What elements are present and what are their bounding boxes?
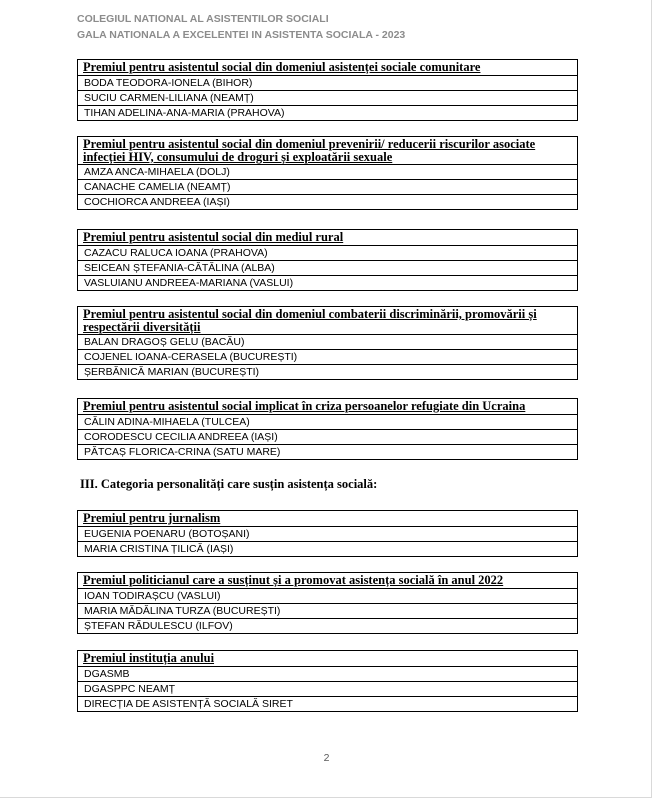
nominee-row: VASLUIANU ANDREEA-MARIANA (VASLUI) bbox=[84, 276, 294, 289]
award-title: Premiul pentru jurnalism bbox=[78, 511, 577, 527]
award-table-community bbox=[77, 59, 578, 121]
nominee-row: DGASMB bbox=[78, 667, 577, 682]
nominee-row: COCHIORCA ANDREEA (IAȘI) bbox=[84, 196, 230, 208]
award-table-politician bbox=[77, 572, 578, 634]
nominee-row: DGASPPC NEAMȚ bbox=[78, 682, 577, 697]
nominee-row: ȘTEFAN RĂDULESCU (ILFOV) bbox=[84, 619, 233, 632]
nominee-row: IOAN TODIRAȘCU (VASLUI) bbox=[78, 589, 577, 604]
nominee-row: TIHAN ADELINA-ANA-MARIA (PRAHOVA) bbox=[84, 106, 285, 119]
award-title: Premiul pentru asistentul social din domeniul asistenței sociale comunitare bbox=[78, 60, 577, 76]
nominee-row: BODA TEODORA-IONELA (BIHOR) bbox=[78, 76, 577, 91]
category-heading: III. Categoria personalități care susțin asistența socială: bbox=[80, 477, 378, 491]
page-number: 2 bbox=[323, 752, 330, 764]
award-table-journalism bbox=[77, 510, 578, 557]
header-event: GALA NATIONALA A EXCELENTEI IN ASISTENTA SOCIALA - 2023 bbox=[77, 29, 406, 41]
nominee-row: CĂLIN ADINA-MIHAELA (TULCEA) bbox=[78, 415, 577, 430]
nominee-row: COJENEL IOANA-CERASELA (BUCUREȘTI) bbox=[78, 350, 577, 365]
award-title: Premiul pentru asistentul social din domeniul prevenirii/ reducerii riscurilor asociate infecției HIV, consumului de droguri și exploatării sexuale bbox=[78, 137, 577, 165]
award-table-rural bbox=[77, 229, 578, 291]
nominee-row: SEICEAN ȘTEFANIA-CĂTĂLINA (ALBA) bbox=[78, 261, 577, 276]
header-organization: COLEGIUL NATIONAL AL ASISTENTILOR SOCIALI bbox=[77, 13, 329, 25]
award-title: Premiul pentru asistentul social din domeniul combaterii discriminării, promovării și respectării diversității bbox=[78, 307, 577, 335]
nominee-row: DIRECȚIA DE ASISTENȚĂ SOCIALĂ SIRET bbox=[84, 697, 293, 710]
nominee-row: MARIA MĂDĂLINA TURZA (BUCUREȘTI) bbox=[78, 604, 577, 619]
nominee-row: ȘERBĂNICĂ MARIAN (BUCUREȘTI) bbox=[84, 366, 260, 378]
award-title: Premiul pentru asistentul social din mediul rural bbox=[78, 230, 577, 246]
nominee-row: CAZACU RALUCA IOANA (PRAHOVA) bbox=[78, 246, 577, 261]
award-title: Premiul pentru asistentul social implicat în criza persoanelor refugiate din Ucraina bbox=[78, 399, 577, 415]
award-table-anti-discrimination bbox=[77, 306, 578, 380]
nominee-row: CORODESCU CECILIA ANDREEA (IAȘI) bbox=[78, 430, 577, 445]
nominee-row: AMZA ANCA-MIHAELA (DOLJ) bbox=[78, 165, 577, 180]
nominee-row: SUCIU CARMEN-LILIANA (NEAMȚ) bbox=[78, 91, 577, 106]
nominee-row: EUGENIA POENARU (BOTOȘANI) bbox=[78, 527, 577, 542]
document-header bbox=[77, 11, 405, 43]
award-table-institution bbox=[77, 650, 578, 712]
nominee-row: MARIA CRISTINA ȚILICĂ (IAȘI) bbox=[84, 542, 234, 555]
award-title: Premiul politicianul care a susținut și a promovat asistența socială în anul 2022 bbox=[78, 573, 577, 589]
award-table-hiv-prevention bbox=[77, 136, 578, 210]
award-title: Premiul instituția anului bbox=[78, 651, 577, 667]
nominee-row: CANACHE CAMELIA (NEAMȚ) bbox=[78, 180, 577, 195]
nominee-row: BALAN DRAGOȘ GELU (BACĂU) bbox=[78, 335, 577, 350]
award-table-ukraine-refugees bbox=[77, 398, 578, 460]
nominee-row: PĂTCAȘ FLORICA-CRINA (SATU MARE) bbox=[84, 445, 281, 458]
